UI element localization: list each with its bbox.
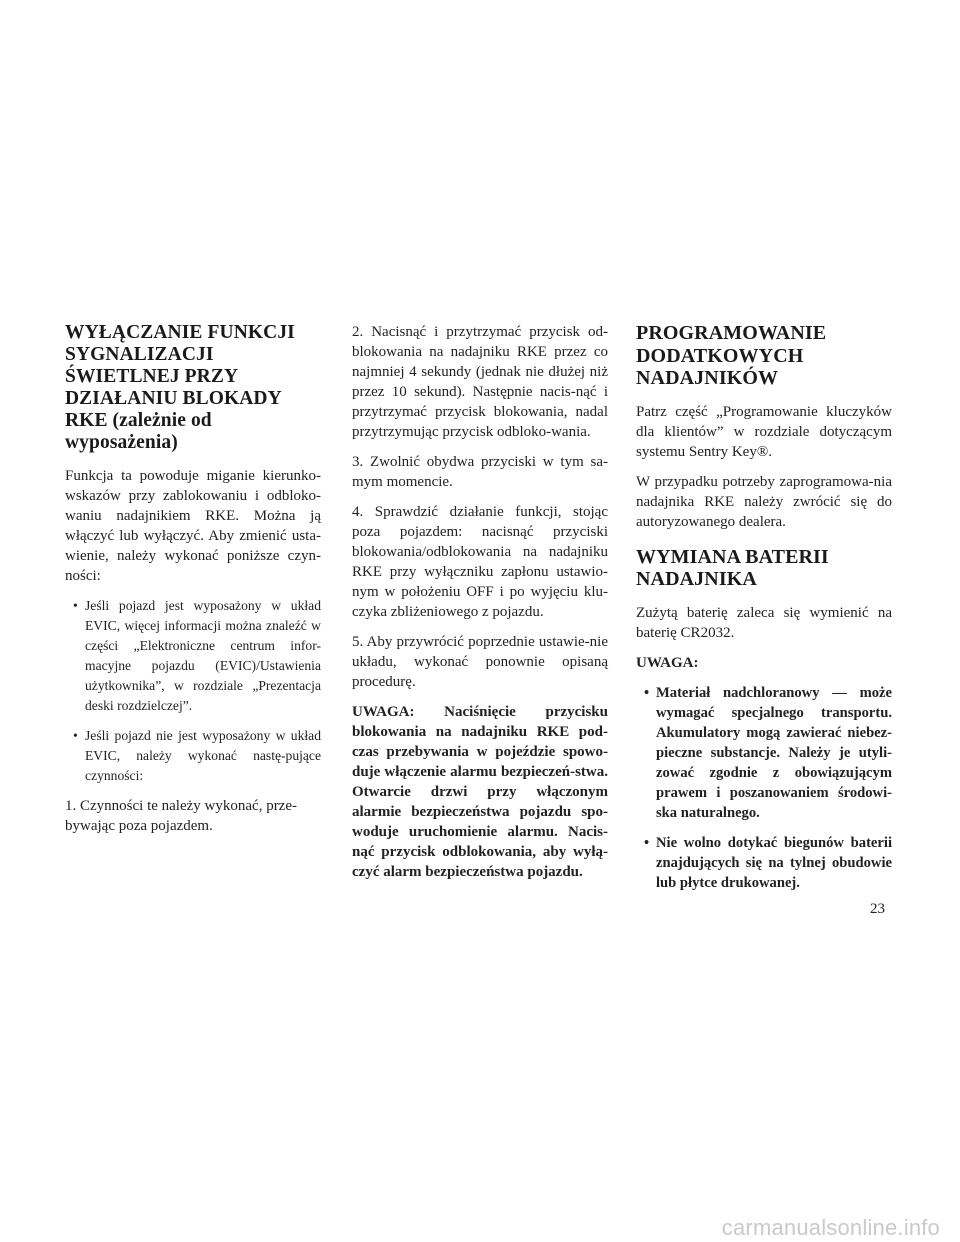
warning-bullet-list bbox=[636, 683, 892, 893]
column-left bbox=[65, 322, 321, 846]
step-5: 5. Aby przywrócić poprzednie ustawie-nie układu, wykonać ponownie opisaną procedurę. bbox=[352, 634, 608, 690]
intro-paragraph: Funkcja ta powoduje miganie kierunko-wskazów przy zablokowaniu i odbloko-waniu nadajnikiem RKE. Można ją włączyć lub wyłączyć. Aby zmienić usta-wienie, należy wykonać poniższe czyn-ności: bbox=[65, 468, 321, 584]
warning-note: UWAGA: Naciśnięcie przycisku blokowania na nadajniku RKE pod-czas przebywania w pojeździe spowo-duje włączenie alarmu bezpieczeń-stwa. Otwarcie drzwi przy włączonym alarmie bezpieczeństwa pojazdu spo-woduje uruchomienie alarmu. Nacis-nąć przycisk odblokowania, aby wyłą-czyć alarm bezpieczeństwa pojazdu. bbox=[352, 704, 608, 880]
column-right bbox=[636, 322, 892, 903]
section-heading-programming: PROGRAMOWANIE DODATKOWYCH NADAJNIKÓW bbox=[636, 322, 827, 389]
programming-paragraph-1: Patrz część „Programowanie kluczyków dla klientów” w rozdziale dotyczącym systemu Sentry Key®. bbox=[636, 403, 892, 460]
step-2: 2. Nacisnąć i przytrzymać przycisk od-blokowania na nadajniku RKE przez co najmniej 4 sekundy (jednak nie dłużej niż przez 10 sekund). Następnie nacis-nąć i przytrzymać przycisk blokowania, nadal przytrzymując przycisk odbloko-wania. bbox=[352, 324, 608, 440]
list-item: • Jeśli pojazd jest wyposażony w układ EVIC, więcej informacji można znaleźć w części „Elektroniczne centrum infor-macyjne pojazdu (EVIC)/Ustawienia użytkownika”, w rozdziale „Prezentacja deski rozdzielczej”. bbox=[65, 596, 321, 716]
note-label: UWAGA: bbox=[636, 654, 699, 671]
section-heading-battery: WYMIANA BATERII NADAJNIKA bbox=[636, 545, 829, 590]
step-4: 4. Sprawdzić działanie funkcji, stojąc poza pojazdem: nacisnąć przyciski blokowania/odblokowania na nadajniku RKE przy wyłączniku zapłonu ustawio-nym w położeniu OFF i po wyjęciu klu-czyka zbliżeniowego z pojazdu. bbox=[352, 504, 608, 620]
watermark: carmanualsonline.info bbox=[721, 1215, 940, 1240]
step-3: 3. Zwolnić obydwa przyciski w tym sa-mym momencie. bbox=[352, 454, 608, 490]
programming-paragraph-2: W przypadku potrzeby zaprogramowa-nia nadajnika RKE należy zwrócić się do autoryzowanego dealera. bbox=[636, 473, 892, 530]
list-item: • Jeśli pojazd nie jest wyposażony w układ EVIC, należy wykonać nastę-pujące czynności: bbox=[65, 726, 321, 786]
step-1: 1. Czynności te należy wykonać, prze-bywając poza pojazdem. bbox=[65, 798, 297, 834]
column-middle bbox=[352, 322, 608, 892]
battery-paragraph: Zużytą baterię zaleca się wymienić na baterię CR2032. bbox=[636, 604, 892, 641]
section-heading-rke-signal: WYŁĄCZANIE FUNKCJI SYGNALIZACJI ŚWIETLNEJ PRZY DZIAŁANIU BLOKADY RKE (zależnie od wyposażenia) bbox=[65, 322, 295, 453]
bullet-list bbox=[65, 596, 321, 786]
list-item: • Materiał nadchloranowy — może wymagać specjalnego transportu. Akumulatory mogą zawierać niebez-pieczne substancje. Należy je utyli-zować zgodnie z obowiązującym prawem i poszanowaniem środowi-ska naturalnego. bbox=[636, 683, 892, 823]
page-number: 23 bbox=[870, 901, 885, 917]
list-item: • Nie wolno dotykać biegunów baterii znajdujących się na tylnej obudowie lub płytce drukowanej. bbox=[636, 833, 892, 893]
